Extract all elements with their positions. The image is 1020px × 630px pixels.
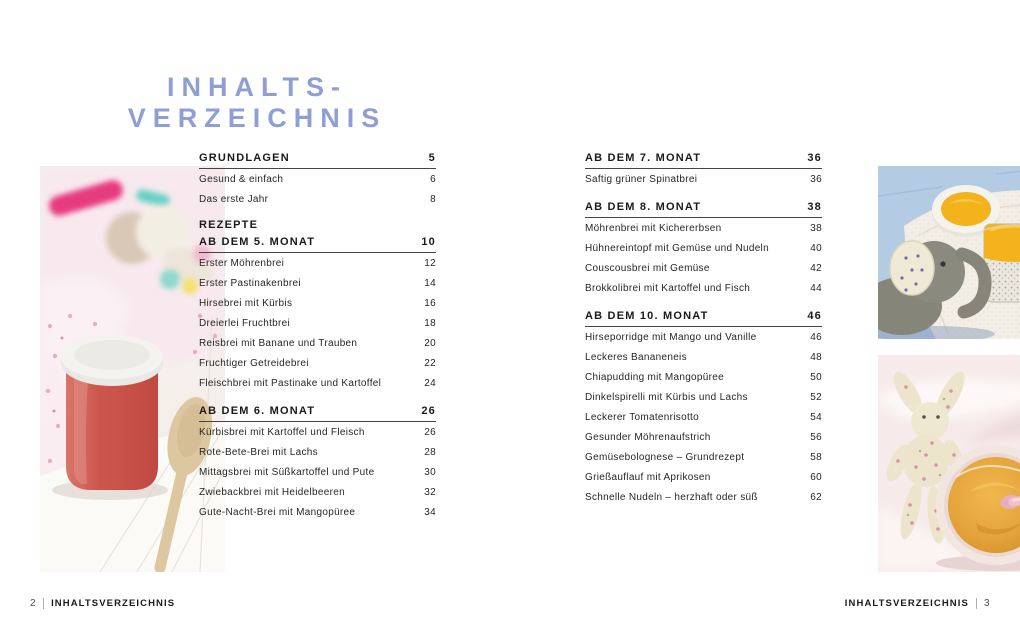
toc-section-page: 10 [421, 236, 436, 248]
footer-label-left: INHALTSVERZEICHNIS [51, 597, 176, 609]
toc-item-page: 52 [810, 391, 822, 403]
toc-item [585, 387, 822, 407]
toc-kicker: REZEPTE [199, 218, 259, 231]
toc-item-label: Gesund & einfach [199, 173, 284, 185]
toc-item-label: Mittagsbrei mit Süßkartoffel und Pute [199, 466, 375, 478]
toc-section-header [585, 148, 822, 169]
toc-item-label: Leckeres Bananeneis [585, 351, 687, 363]
toc-section-header [585, 197, 822, 218]
toc-item-page: 12 [424, 257, 436, 269]
toc-item [585, 278, 822, 298]
toc-section [585, 197, 822, 298]
toc-item [585, 427, 822, 447]
toc-item-page: 22 [424, 357, 436, 369]
toc-item [199, 502, 436, 522]
toc-item [585, 238, 822, 258]
toc-item-label: Das erste Jahr [199, 193, 269, 205]
toc-item-label: Hirseporridge mit Mango und Vanille [585, 331, 757, 343]
toc-section-header [199, 232, 436, 253]
toc-item-page: 36 [810, 173, 822, 185]
puree-jar [52, 335, 168, 500]
footer-label-right: INHALTSVERZEICHNIS [844, 597, 969, 609]
toc-item-label: Kürbisbrei mit Kartoffel und Fleisch [199, 426, 365, 438]
toc-item [199, 169, 436, 189]
toc-item-page: 54 [810, 411, 822, 423]
toc-section-title: GRUNDLAGEN [199, 152, 290, 164]
toc-section [585, 148, 822, 189]
toc-section-header [585, 306, 822, 327]
toc-item-page: 58 [810, 451, 822, 463]
toc-item [199, 353, 436, 373]
footer-left [30, 595, 175, 611]
toc-item-page: 44 [810, 282, 822, 294]
toc-section [199, 148, 436, 209]
toc-item-page: 14 [424, 277, 436, 289]
toc-section-page: 46 [807, 310, 822, 322]
toc-item [199, 422, 436, 442]
toc-section-title: AB DEM 7. MONAT [585, 152, 702, 164]
toc-section-header [199, 148, 436, 169]
toc-item-label: Dreierlei Fruchtbrei [199, 317, 291, 329]
toc-item-page: 50 [810, 371, 822, 383]
toc-item [199, 253, 436, 273]
toc-item-page: 28 [424, 446, 436, 458]
toc-item-label: Brokkolibrei mit Kartoffel und Fisch [585, 282, 751, 294]
toc-item-label: Reisbrei mit Banane und Trauben [199, 337, 358, 349]
toc-item [585, 367, 822, 387]
toc-item-label: Fleischbrei mit Pastinake und Kartoffel [199, 377, 382, 389]
toc-item-label: Grießauflauf mit Aprikosen [585, 471, 711, 483]
toc-item-page: 56 [810, 431, 822, 443]
toc-column-right [585, 148, 822, 507]
toc-item-label: Gesunder Möhrenaufstrich [585, 431, 711, 443]
toc-item-page: 42 [810, 262, 822, 274]
toc-item-page: 24 [424, 377, 436, 389]
toc-item-label: Hühnereintopf mit Gemüse und Nudeln [585, 242, 769, 254]
toc-item-page: 30 [424, 466, 436, 478]
page-number-left: 2 [30, 597, 37, 609]
toc-item [585, 327, 822, 347]
toc-section-page: 38 [807, 201, 822, 213]
toc-item [199, 462, 436, 482]
toc-section [585, 306, 822, 507]
toc-item-page: 38 [810, 222, 822, 234]
toc-item [585, 407, 822, 427]
photo-red-puree-jar [40, 166, 225, 572]
toc-item [585, 218, 822, 238]
footer-right [845, 595, 990, 611]
toc-item-label: Erster Pastinakenbrei [199, 277, 301, 289]
toc-item [199, 293, 436, 313]
toc-item [585, 347, 822, 367]
toc-section-title: AB DEM 5. MONAT [199, 236, 316, 248]
toc-item-page: 48 [810, 351, 822, 363]
toc-item-page: 16 [424, 297, 436, 309]
toc-section-page: 36 [807, 152, 822, 164]
toc-item [585, 487, 822, 507]
toc-section-title: AB DEM 10. MONAT [585, 310, 709, 322]
toc-item-label: Zwiebackbrei mit Heidelbeeren [199, 486, 345, 498]
toc-item-label: Hirsebrei mit Kürbis [199, 297, 293, 309]
toc-item-label: Schnelle Nudeln – herzhaft oder süß [585, 491, 758, 503]
page-title-line2: VERZEICHNIS [127, 103, 387, 134]
page-number-right: 3 [983, 597, 990, 609]
toc-column-left [199, 148, 436, 522]
toc-item-label: Leckerer Tomatenrisotto [585, 411, 699, 423]
toc-item-label: Fruchtiger Getreidebrei [199, 357, 309, 369]
toc-section-title: AB DEM 6. MONAT [199, 405, 316, 417]
footer-divider [43, 598, 44, 609]
page-title-line1: INHALTS- [167, 72, 347, 103]
toc-section [199, 217, 436, 393]
toc-item-page: 26 [424, 426, 436, 438]
toc-item-page: 32 [424, 486, 436, 498]
toc-item [585, 258, 822, 278]
toc-item-label: Erster Möhrenbrei [199, 257, 285, 269]
toc-item [199, 333, 436, 353]
page-title [103, 72, 411, 134]
toc-item-page: 34 [424, 506, 436, 518]
toc-item-page: 62 [810, 491, 822, 503]
toc-item-page: 20 [424, 337, 436, 349]
toc-section-title: AB DEM 8. MONAT [585, 201, 702, 213]
toc-item [199, 273, 436, 293]
toc-item-page: 46 [810, 331, 822, 343]
toc-item-label: Couscousbrei mit Gemüse [585, 262, 710, 274]
photo-bunny-orange-puree [878, 355, 1020, 572]
photo-elephant-illustration [878, 166, 1020, 339]
toc-item-label: Möhrenbrei mit Kichererbsen [585, 222, 722, 234]
toc-item-page: 8 [430, 193, 436, 205]
toc-item [585, 467, 822, 487]
toc-item-page: 18 [424, 317, 436, 329]
toc-section [199, 401, 436, 522]
toc-item-page: 40 [810, 242, 822, 254]
photo-elephant-mango-chia [878, 166, 1020, 339]
toc-section-page: 26 [421, 405, 436, 417]
photo-red-puree-jar-illustration [40, 166, 225, 572]
footer-divider [976, 598, 977, 609]
toc-item-page: 60 [810, 471, 822, 483]
toc-item-label: Gemüsebolognese – Grundrezept [585, 451, 745, 463]
toc-item-label: Rote-Bete-Brei mit Lachs [199, 446, 318, 458]
toc-item [585, 447, 822, 467]
toc-section-header [199, 401, 436, 422]
toc-item-label: Gute-Nacht-Brei mit Mangopüree [199, 506, 356, 518]
toc-item [585, 169, 822, 189]
toc-item-label: Saftig grüner Spinatbrei [585, 173, 698, 185]
photo-bunny-illustration [878, 355, 1020, 572]
toc-item [199, 373, 436, 393]
toc-item-label: Dinkelspirelli mit Kürbis und Lachs [585, 391, 748, 403]
toc-item [199, 442, 436, 462]
toc-section-page: 5 [428, 152, 436, 164]
toc-item [199, 482, 436, 502]
toc-item [199, 189, 436, 209]
toc-item-page: 6 [430, 173, 436, 185]
toc-item-label: Chiapudding mit Mangopüree [585, 371, 724, 383]
toc-item [199, 313, 436, 333]
